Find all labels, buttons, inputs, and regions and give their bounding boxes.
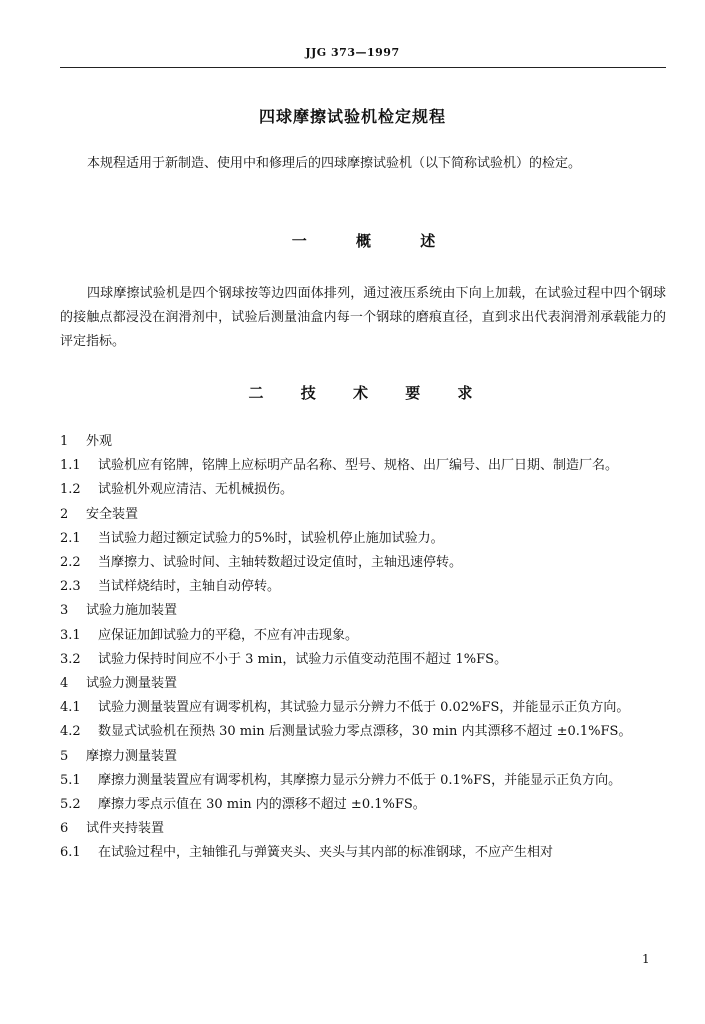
- requirement-number: 2.3: [60, 579, 81, 595]
- requirement-text: 应保证加卸试验力的平稳，不应有冲击现象。: [98, 627, 359, 643]
- requirement-text: 试验力施加装置: [86, 603, 178, 619]
- requirement-item: [60, 624, 666, 648]
- requirement-text: 数显式试验机在预热 30 min 后测量试验力零点漂移，30 min 内其漂移不超过 ±0.1%FS。: [98, 724, 632, 740]
- requirement-item: [60, 551, 666, 575]
- requirement-number: 4: [60, 676, 69, 692]
- requirement-text: 在试验过程中，主轴锥孔与弹簧夹头、夹头与其内部的标准钢球，不应产生相对: [98, 845, 554, 861]
- requirement-number: 6: [60, 821, 69, 837]
- requirement-text: 摩擦力测量装置: [86, 748, 178, 764]
- section-heading-overview: 一 概 述: [291, 232, 458, 250]
- header-rule: [60, 67, 666, 68]
- requirement-text: 试验力测量装置: [86, 676, 178, 692]
- requirement-text: 试验机应有铭牌，铭牌上应标明产品名称、型号、规格、出厂编号、出厂日期、制造厂名。: [98, 458, 619, 474]
- requirement-item: [60, 745, 666, 769]
- requirement-number: 6.1: [60, 845, 81, 861]
- requirement-text: 外观: [86, 434, 113, 449]
- requirement-number: 1.2: [60, 482, 81, 498]
- requirement-text: 摩擦力测量装置应有调零机构，其摩擦力显示分辨力不低于 0.1%FS，并能显示正负方向。: [98, 772, 622, 788]
- requirement-item: [60, 648, 666, 672]
- requirement-text: 试验力测量装置应有调零机构，其试验力显示分辨力不低于 0.02%FS，并能显示正负方向。: [98, 700, 630, 716]
- requirement-item: [60, 478, 666, 502]
- requirement-number: 3: [60, 603, 69, 619]
- requirement-number: 4.1: [60, 700, 81, 716]
- requirement-item: [60, 672, 666, 696]
- requirement-number: 4.2: [60, 724, 81, 740]
- requirement-item: [60, 454, 666, 478]
- requirement-item: [60, 503, 666, 527]
- requirement-text: 试件夹持装置: [86, 821, 165, 837]
- requirement-item: [60, 696, 666, 720]
- requirement-item: [60, 793, 666, 817]
- requirement-item: [60, 841, 666, 865]
- requirement-item: [60, 575, 666, 599]
- requirement-text: 安全装置: [86, 506, 139, 522]
- requirement-number: 5.2: [60, 797, 81, 813]
- requirement-item: [60, 599, 666, 623]
- requirement-number: 3.1: [60, 627, 81, 643]
- intro-paragraph: 本规程适用于新制造、使用中和修理后的四球摩擦试验机（以下简称试验机）的检定。: [87, 156, 582, 171]
- requirement-item: [60, 769, 666, 793]
- requirements-list: [60, 430, 666, 866]
- requirement-number: 2.1: [60, 530, 81, 546]
- requirement-number: 1: [60, 434, 69, 449]
- requirement-number: 2: [60, 506, 69, 522]
- requirement-number: 1.1: [60, 458, 81, 474]
- requirement-text: 当试样烧结时，主轴自动停转。: [98, 579, 281, 595]
- document-title: 四球摩擦试验机检定规程: [258, 107, 446, 126]
- standard-code: JJG 373—1997: [305, 46, 400, 59]
- requirement-item: [60, 720, 666, 744]
- requirement-item: [60, 430, 666, 454]
- requirement-text: 当摩擦力、试验时间、主轴转数超过设定值时，主轴迅速停转。: [98, 555, 463, 571]
- requirement-number: 2.2: [60, 555, 81, 571]
- requirement-text: 当试验力超过额定试验力的5%时，试验机停止施加试验力。: [98, 530, 444, 546]
- requirement-text: 试验机外观应清洁、无机械损伤。: [98, 482, 294, 498]
- requirement-text: 试验力保持时间应不小于 3 min，试验力示值变动范围不超过 1%FS。: [98, 651, 508, 667]
- requirement-number: 3.2: [60, 651, 81, 667]
- overview-paragraph: 四球摩擦试验机是四个钢球按等边四面体排列，通过液压系统由下向上加载，在试验过程中四个钢球的接触点都浸没在润滑剂中，试验后测量油盒内每一个钢球的磨痕直径，直到求出代表润滑剂承载能力的评定指标。: [60, 286, 666, 349]
- page-number: 1: [642, 952, 650, 966]
- requirement-item: [60, 527, 666, 551]
- requirement-number: 5: [60, 748, 69, 764]
- requirement-item: [60, 817, 666, 841]
- requirement-number: 5.1: [60, 772, 81, 788]
- requirement-text: 摩擦力零点示值在 30 min 内的漂移不超过 ±0.1%FS。: [98, 797, 426, 813]
- section-heading-technical-requirements: 二 技 术 要 求: [248, 384, 489, 402]
